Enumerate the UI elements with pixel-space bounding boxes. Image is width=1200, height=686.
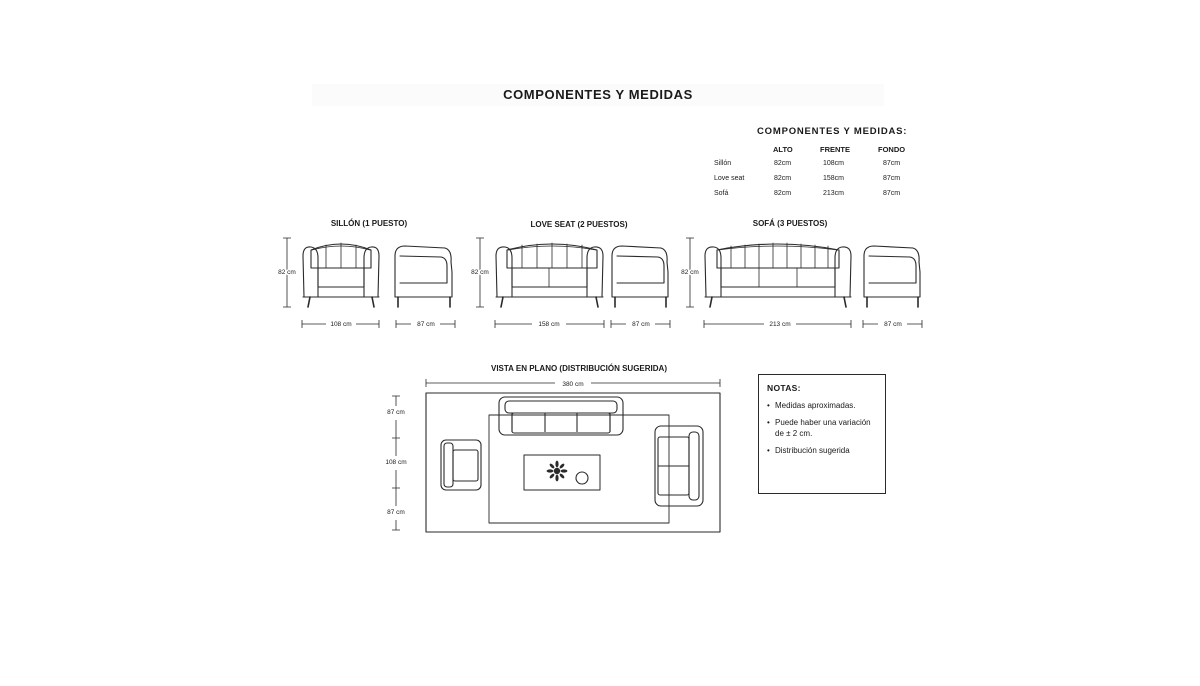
plan-left-dimension: 87 cm bbox=[387, 409, 405, 416]
plan-left-dimension: 87 cm bbox=[387, 509, 405, 516]
column-header-fondo: FONDO bbox=[878, 145, 906, 154]
row-frente: 213cm bbox=[823, 190, 845, 197]
plan-loveseat bbox=[655, 426, 703, 506]
row-frente: 108cm bbox=[823, 160, 845, 167]
row-frente: 158cm bbox=[823, 175, 845, 182]
height-dimension: 82 cm bbox=[278, 269, 296, 276]
row-name: Love seat bbox=[714, 175, 745, 182]
coffee-table bbox=[524, 455, 600, 490]
row-alto: 82cm bbox=[774, 175, 792, 182]
armchair-side-view bbox=[395, 246, 452, 307]
plan-armchair bbox=[441, 440, 481, 490]
column-header-frente: FRENTE bbox=[820, 145, 850, 154]
notes-title: NOTAS: bbox=[767, 383, 801, 393]
note-item: • Distribución sugerida bbox=[767, 445, 877, 457]
plan-label: VISTA EN PLANO (DISTRIBUCIÓN SUGERIDA) bbox=[490, 364, 668, 373]
front-dimension: 213 cm bbox=[769, 321, 791, 328]
plan-width-dimension: 380 cm bbox=[562, 381, 584, 388]
row-name: Sofá bbox=[714, 190, 729, 197]
depth-dimension: 87 cm bbox=[417, 321, 435, 328]
depth-dimension: 87 cm bbox=[632, 321, 650, 328]
row-fondo: 87cm bbox=[883, 160, 901, 167]
height-dimension: 82 cm bbox=[471, 269, 489, 276]
plan-sofa bbox=[499, 397, 623, 435]
depth-dimension: 87 cm bbox=[884, 321, 902, 328]
note-item: • Puede haber una variación de ± 2 cm. bbox=[767, 417, 877, 440]
notes-list bbox=[767, 400, 877, 456]
notes-box bbox=[758, 374, 886, 494]
page-title: COMPONENTES Y MEDIDAS bbox=[312, 84, 884, 106]
sofa-front-view bbox=[705, 243, 851, 307]
side-table bbox=[576, 472, 588, 484]
row-fondo: 87cm bbox=[883, 175, 901, 182]
armchair-front-view bbox=[303, 243, 379, 307]
row-alto: 82cm bbox=[774, 190, 792, 197]
note-item: • Medidas aproximadas. bbox=[767, 400, 877, 412]
front-dimension: 158 cm bbox=[538, 321, 560, 328]
elevation-label: SOFÁ (3 PUESTOS) bbox=[752, 219, 828, 228]
loveseat-front-view bbox=[496, 243, 603, 307]
plant-icon bbox=[547, 461, 568, 482]
rug bbox=[489, 415, 669, 523]
specs-heading: COMPONENTES Y MEDIDAS: bbox=[757, 126, 908, 137]
row-fondo: 87cm bbox=[883, 190, 901, 197]
row-name: Sillón bbox=[714, 160, 732, 167]
height-dimension: 82 cm bbox=[681, 269, 699, 276]
elevation-label: LOVE SEAT (2 PUESTOS) bbox=[530, 220, 628, 229]
room-outline bbox=[426, 393, 720, 532]
row-alto: 82cm bbox=[774, 160, 792, 167]
sofa-side-view bbox=[864, 246, 920, 307]
plan-left-dimension: 108 cm bbox=[385, 459, 407, 466]
front-dimension: 108 cm bbox=[330, 321, 352, 328]
loveseat-side-view bbox=[612, 246, 668, 307]
column-header-alto: ALTO bbox=[773, 145, 793, 154]
elevation-label: SILLÓN (1 PUESTO) bbox=[330, 219, 408, 228]
